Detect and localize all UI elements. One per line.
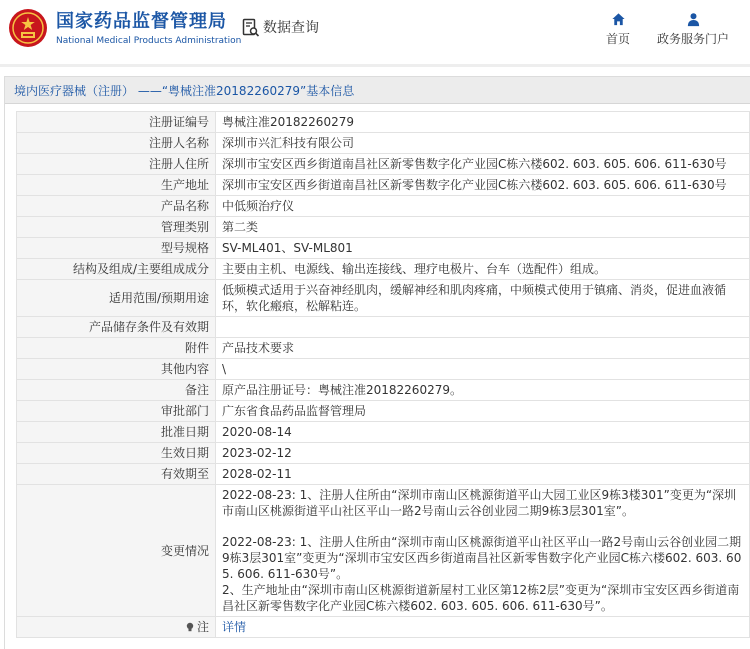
- row-value: 低频模式适用于兴奋神经肌肉，缓解神经和肌肉疼痛，中频模式使用于镇痛、消炎，促进血液循环，软化瘢痕，松解粘连。: [216, 280, 750, 317]
- table-row: [17, 380, 750, 401]
- table-row: [17, 401, 750, 422]
- table-row: [17, 154, 750, 175]
- row-label: 型号规格: [17, 238, 216, 259]
- row-label: 生效日期: [17, 443, 216, 464]
- change-entry: 2022-08-23: 1、注册人住所由“深圳市南山区桃源街道平山大园工业区9栋3楼301”变更为“深圳市南山区桃源街道平山社区平山一路2号南山云谷创业园二期9栋3层301室”。: [222, 488, 737, 518]
- note-label-text: 注: [196, 619, 209, 634]
- row-value: 第二类: [216, 217, 750, 238]
- table-row: [17, 112, 750, 133]
- row-label: 结构及组成/主要组成成分: [17, 259, 216, 280]
- row-value: 粤械注准20182260279: [216, 112, 750, 133]
- row-value: 深圳市宝安区西乡街道南昌社区新零售数字化产业园C栋六楼602. 603. 605. 606. 611-630号: [216, 154, 750, 175]
- table-row: [17, 317, 750, 338]
- panel-title: 境内医疗器械（注册） ——“粤械注准20182260279”基本信息: [14, 83, 355, 98]
- national-emblem-logo[interactable]: [8, 8, 48, 48]
- home-icon: [611, 12, 626, 27]
- row-label: 产品名称: [17, 196, 216, 217]
- row-label: 备注: [17, 380, 216, 401]
- brand-name-en: National Medical Products Administration: [56, 36, 242, 46]
- data-query-link[interactable]: [242, 18, 319, 38]
- table-row: [17, 196, 750, 217]
- table-row: [17, 259, 750, 280]
- table-row: [17, 338, 750, 359]
- data-query-label: 数据查询: [263, 20, 319, 36]
- table-row: [17, 217, 750, 238]
- row-label: 审批部门: [17, 401, 216, 422]
- table-row: [17, 359, 750, 380]
- row-value: 中低频治疗仪: [216, 196, 750, 217]
- row-label: 有效期至: [17, 464, 216, 485]
- lightbulb-icon: [185, 622, 195, 632]
- row-value: 主要由主机、电源线、输出连接线、理疗电极片、台车（选配件）组成。: [216, 259, 750, 280]
- change-entry: 2、生产地址由“深圳市南山区桃源街道新屋村工业区第12栋2层”变更为“深圳市宝安区西乡街道南昌社区新零售数字化产业园C栋六楼602. 603. 605. 606. 611-630号”。: [222, 583, 740, 613]
- device-info-table: [16, 111, 750, 638]
- nav-home-label: 首页: [605, 32, 630, 46]
- change-history-label: 变更情况: [17, 485, 216, 617]
- row-value: 深圳市兴汇科技有限公司: [216, 133, 750, 154]
- change-history-row: [17, 485, 750, 617]
- row-value: SV-ML401、SV-ML801: [216, 238, 750, 259]
- info-panel: [4, 76, 750, 649]
- user-icon: [686, 12, 701, 27]
- row-label: 生产地址: [17, 175, 216, 196]
- brand[interactable]: [56, 11, 241, 48]
- change-entry: 2022-08-23: 1、注册人住所由“深圳市南山区桃源街道平山社区平山一路2号南山云谷创业园二期9栋3层301室”变更为“深圳市宝安区西乡街道南昌社区新零售数字化产业园C栋六楼602. 603. 605. 606. 611-630号”。: [222, 535, 742, 581]
- row-label: 附件: [17, 338, 216, 359]
- row-label: 批准日期: [17, 422, 216, 443]
- row-label: 注册人住所: [17, 154, 216, 175]
- row-label: 适用范围/预期用途: [17, 280, 216, 317]
- row-value: [216, 317, 750, 338]
- note-row: [17, 617, 750, 638]
- site-header: [0, 0, 750, 64]
- table-row: [17, 175, 750, 196]
- document-search-icon: [242, 18, 260, 38]
- table-row: [17, 443, 750, 464]
- row-value: 2020-08-14: [216, 422, 750, 443]
- nav-home-button[interactable]: [600, 12, 636, 47]
- table-row: [17, 422, 750, 443]
- table-row: [17, 464, 750, 485]
- table-row: [17, 133, 750, 154]
- nav-gov-label: 政务服务门户: [656, 32, 729, 46]
- row-label: 管理类别: [17, 217, 216, 238]
- table-row: [17, 280, 750, 317]
- panel-title-bar: [5, 77, 750, 104]
- header-divider: [0, 64, 750, 67]
- row-label: 其他内容: [17, 359, 216, 380]
- note-label-cell: [17, 617, 216, 638]
- row-value: 产品技术要求: [216, 338, 750, 359]
- row-value: \: [216, 359, 750, 380]
- note-value: [216, 617, 750, 638]
- row-label: 注册证编号: [17, 112, 216, 133]
- row-label: 注册人名称: [17, 133, 216, 154]
- row-value: 深圳市宝安区西乡街道南昌社区新零售数字化产业园C栋六楼602. 603. 605. 606. 611-630号: [216, 175, 750, 196]
- row-value: 广东省食品药品监督管理局: [216, 401, 750, 422]
- table-row: [17, 238, 750, 259]
- row-label: 产品储存条件及有效期: [17, 317, 216, 338]
- row-value: 原产品注册证号：粤械注准20182260279。: [216, 380, 750, 401]
- row-value: 2023-02-12: [216, 443, 750, 464]
- row-value: 2028-02-11: [216, 464, 750, 485]
- brand-name-cn: 国家药品监督管理局: [56, 11, 227, 32]
- details-link[interactable]: 详情: [222, 620, 247, 634]
- nav-gov-portal-button[interactable]: [650, 12, 736, 47]
- note-label: [185, 619, 209, 635]
- change-spacer: [222, 519, 743, 534]
- change-history-value: [216, 485, 750, 617]
